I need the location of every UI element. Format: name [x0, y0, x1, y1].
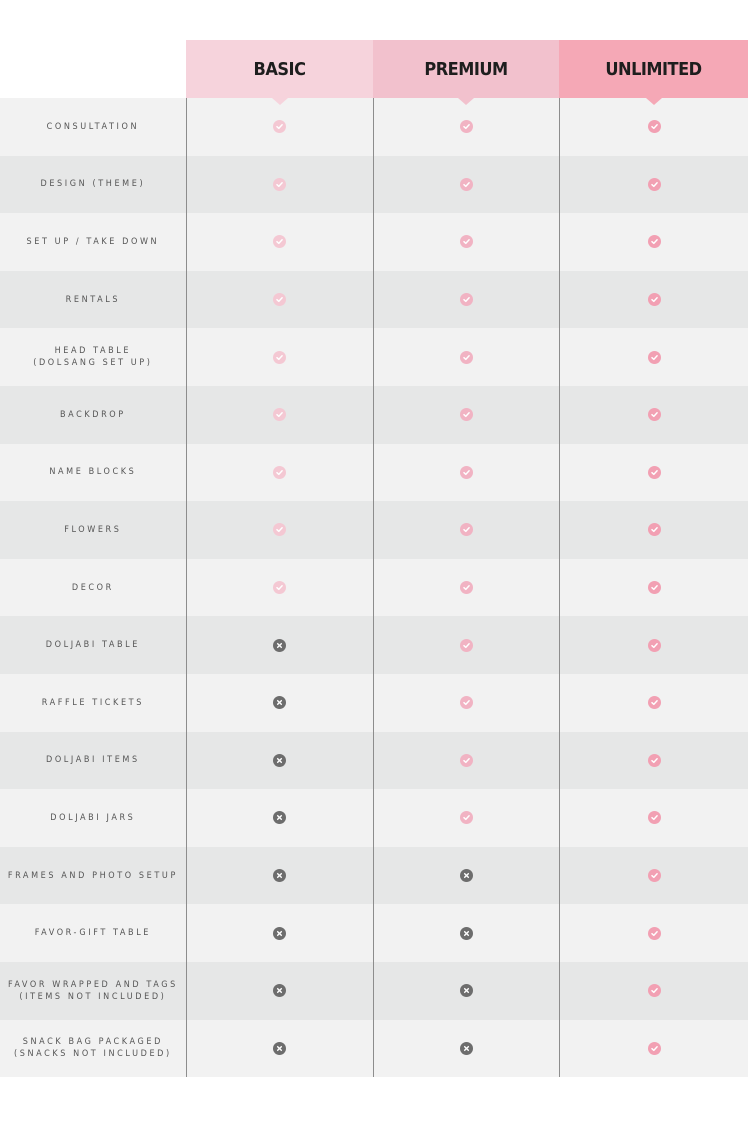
feature-row — [0, 559, 748, 617]
cell-unlimited — [559, 444, 748, 502]
feature-label-line: DECOR — [71, 582, 114, 593]
check-icon — [648, 235, 661, 248]
x-icon — [273, 696, 286, 709]
cell-premium — [373, 789, 560, 847]
cell-premium — [373, 213, 560, 271]
check-icon — [460, 408, 473, 421]
x-icon — [273, 984, 286, 997]
cell-premium — [373, 271, 560, 329]
feature-label-line: HEAD TABLE — [54, 346, 132, 357]
cell-basic — [186, 674, 373, 732]
check-icon — [273, 523, 286, 536]
feature-label — [0, 98, 186, 156]
cell-premium — [373, 501, 560, 559]
check-icon — [273, 351, 286, 364]
cell-unlimited — [559, 904, 748, 962]
cell-premium — [373, 1020, 560, 1078]
check-icon — [648, 408, 661, 421]
cell-basic — [186, 1020, 373, 1078]
check-icon — [460, 293, 473, 306]
feature-label — [0, 732, 186, 790]
cell-basic — [186, 444, 373, 502]
feature-row — [0, 1020, 748, 1078]
feature-label-line: BACKDROP — [59, 409, 126, 420]
check-icon — [648, 927, 661, 940]
check-icon — [273, 293, 286, 306]
check-icon — [273, 120, 286, 133]
feature-row — [0, 904, 748, 962]
cell-basic — [186, 962, 373, 1020]
cell-basic — [186, 328, 373, 386]
feature-row — [0, 962, 748, 1020]
feature-label — [0, 616, 186, 674]
check-icon — [273, 466, 286, 479]
feature-label — [0, 156, 186, 214]
plan-header-premium — [373, 40, 559, 98]
check-icon — [648, 1042, 661, 1055]
feature-label-line: SNACK BAG PACKAGED — [22, 1037, 163, 1048]
check-icon — [648, 120, 661, 133]
feature-row — [0, 213, 748, 271]
cell-premium — [373, 904, 560, 962]
feature-label — [0, 1020, 186, 1078]
feature-label — [0, 501, 186, 559]
cell-premium — [373, 559, 560, 617]
cell-unlimited — [559, 674, 748, 732]
cell-unlimited — [559, 271, 748, 329]
x-icon — [273, 639, 286, 652]
cell-basic — [186, 271, 373, 329]
plan-header-row — [0, 40, 748, 98]
x-icon — [273, 754, 286, 767]
feature-label-line: (DOLSANG SET UP) — [33, 358, 153, 369]
feature-label-line: CONSULTATION — [46, 121, 140, 132]
feature-label-line: DOLJABI JARS — [50, 812, 136, 823]
header-pointer-icon — [458, 98, 474, 105]
cell-unlimited — [559, 501, 748, 559]
check-icon — [648, 984, 661, 997]
feature-label-line: FRAMES AND PHOTO SETUP — [7, 870, 178, 881]
x-icon — [273, 869, 286, 882]
cell-basic — [186, 789, 373, 847]
feature-row — [0, 674, 748, 732]
pricing-comparison-table — [0, 40, 748, 1077]
check-icon — [648, 466, 661, 479]
check-icon — [460, 696, 473, 709]
feature-row — [0, 271, 748, 329]
check-icon — [460, 811, 473, 824]
cell-basic — [186, 156, 373, 214]
check-icon — [460, 639, 473, 652]
cell-premium — [373, 732, 560, 790]
check-icon — [460, 523, 473, 536]
check-icon — [648, 754, 661, 767]
feature-label-line: (ITEMS NOT INCLUDED) — [19, 991, 167, 1002]
cell-basic — [186, 904, 373, 962]
feature-label-line: DOLJABI TABLE — [45, 640, 140, 651]
cell-basic — [186, 847, 373, 905]
feature-row — [0, 501, 748, 559]
feature-label — [0, 559, 186, 617]
check-icon — [273, 581, 286, 594]
feature-label-line: (SNACKS NOT INCLUDED) — [13, 1049, 172, 1060]
check-icon — [460, 754, 473, 767]
feature-label — [0, 213, 186, 271]
check-icon — [648, 178, 661, 191]
feature-rows — [0, 98, 748, 1077]
feature-label — [0, 674, 186, 732]
x-icon — [460, 927, 473, 940]
check-icon — [460, 466, 473, 479]
check-icon — [648, 869, 661, 882]
feature-row — [0, 847, 748, 905]
feature-label-line: RAFFLE TICKETS — [41, 697, 144, 708]
cell-unlimited — [559, 386, 748, 444]
cell-unlimited — [559, 213, 748, 271]
check-icon — [460, 581, 473, 594]
check-icon — [648, 811, 661, 824]
feature-label — [0, 789, 186, 847]
feature-label — [0, 386, 186, 444]
cell-premium — [373, 386, 560, 444]
check-icon — [648, 523, 661, 536]
check-icon — [648, 351, 661, 364]
feature-row — [0, 789, 748, 847]
check-icon — [273, 235, 286, 248]
feature-row — [0, 156, 748, 214]
header-spacer — [0, 40, 186, 98]
cell-basic — [186, 732, 373, 790]
feature-label-line: FLOWERS — [64, 524, 122, 535]
x-icon — [273, 811, 286, 824]
cell-unlimited — [559, 962, 748, 1020]
x-icon — [460, 1042, 473, 1055]
cell-basic — [186, 386, 373, 444]
cell-premium — [373, 98, 560, 156]
check-icon — [460, 235, 473, 248]
feature-row — [0, 328, 748, 386]
feature-row — [0, 444, 748, 502]
check-icon — [648, 639, 661, 652]
cell-unlimited — [559, 732, 748, 790]
cell-unlimited — [559, 1020, 748, 1078]
check-icon — [648, 293, 661, 306]
cell-unlimited — [559, 98, 748, 156]
feature-label-line: DOLJABI ITEMS — [45, 755, 140, 766]
cell-basic — [186, 616, 373, 674]
feature-label — [0, 444, 186, 502]
x-icon — [460, 869, 473, 882]
cell-unlimited — [559, 789, 748, 847]
feature-row — [0, 616, 748, 674]
x-icon — [273, 1042, 286, 1055]
check-icon — [648, 581, 661, 594]
cell-premium — [373, 616, 560, 674]
feature-label — [0, 904, 186, 962]
cell-basic — [186, 98, 373, 156]
cell-unlimited — [559, 616, 748, 674]
feature-label-line: FAVOR-GIFT TABLE — [34, 928, 152, 939]
feature-label-line: FAVOR WRAPPED AND TAGS — [7, 979, 178, 990]
cell-premium — [373, 156, 560, 214]
cell-unlimited — [559, 156, 748, 214]
cell-unlimited — [559, 847, 748, 905]
feature-label — [0, 271, 186, 329]
feature-row — [0, 98, 748, 156]
cell-basic — [186, 213, 373, 271]
cell-premium — [373, 847, 560, 905]
plan-name-unlimited: UNLIMITED — [605, 58, 702, 80]
feature-label — [0, 328, 186, 386]
cell-premium — [373, 328, 560, 386]
check-icon — [460, 351, 473, 364]
cell-premium — [373, 962, 560, 1020]
cell-premium — [373, 444, 560, 502]
check-icon — [273, 178, 286, 191]
cell-premium — [373, 674, 560, 732]
cell-basic — [186, 501, 373, 559]
plan-name-basic: BASIC — [253, 58, 306, 80]
check-icon — [460, 120, 473, 133]
feature-label-line: RENTALS — [65, 294, 121, 305]
cell-unlimited — [559, 559, 748, 617]
check-icon — [273, 408, 286, 421]
cell-unlimited — [559, 328, 748, 386]
x-icon — [273, 927, 286, 940]
cell-basic — [186, 559, 373, 617]
feature-label — [0, 962, 186, 1020]
feature-label-line: SET UP / TAKE DOWN — [26, 236, 160, 247]
feature-row — [0, 386, 748, 444]
header-pointer-icon — [646, 98, 662, 105]
feature-label-line: DESIGN (THEME) — [40, 179, 146, 190]
x-icon — [460, 984, 473, 997]
feature-label-line: NAME BLOCKS — [49, 467, 137, 478]
check-icon — [648, 696, 661, 709]
feature-label — [0, 847, 186, 905]
plan-header-basic — [186, 40, 373, 98]
feature-row — [0, 732, 748, 790]
plan-name-premium: PREMIUM — [424, 58, 508, 80]
plan-header-unlimited — [559, 40, 748, 98]
header-pointer-icon — [272, 98, 288, 105]
check-icon — [460, 178, 473, 191]
